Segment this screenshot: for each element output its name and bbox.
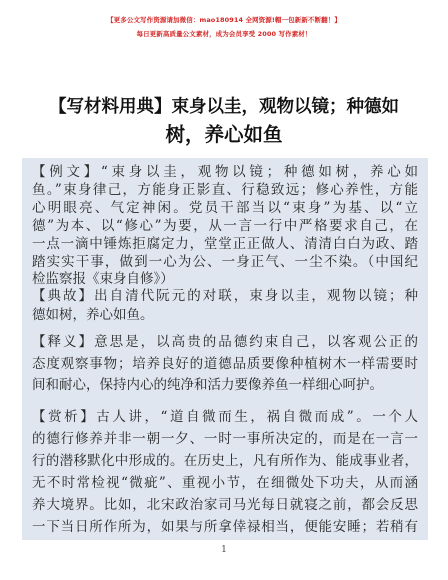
example-line: 踏实实干事，做到一心为公、一身正气、一尘不染。（中国纪	[32, 254, 418, 270]
example-line: 德”为本、以“修心”为要，从一言一行中严格要求自己，在	[32, 218, 418, 234]
meaning-line: 间和耐心，保持内心的纯净和活力要像养鱼一样细心呵护。	[32, 377, 383, 393]
example-line: 一点一滴中锤炼拒腐定力，堂堂正正做人、清清白白为政、踏	[32, 236, 418, 252]
meaning-line: 【释义】意思是，以高贵的品德约束自己，以客观公正的	[32, 334, 418, 350]
example-line: 检监察报《束身自修》）	[32, 271, 174, 287]
appreciation-line: 一下当日所作所为，如果与所拿倖禄相当，便能安睡；若稍有	[32, 519, 418, 535]
appreciation-line: 的德行修养并非一朝一夕、一时一事所决定的，而是在一言一	[32, 431, 418, 447]
example-line: 【例文】“束身以圭，观物以镜；种德如树，养心如	[32, 164, 418, 180]
appreciation-line: 【赏析】古人讲，“道自微而生，祸自微而成”。一个人	[32, 409, 418, 425]
allusion-line: 德如树，养心如鱼。	[32, 307, 154, 323]
appreciation-line: 养大境界。比如，北宋政治家司马光每日就寝之前，都会反思	[32, 497, 418, 513]
document-title-line-1: 【写材料用典】束身以圭，观物以镜；种德如	[49, 97, 399, 117]
allusion-line: 【典故】出自清代阮元的对联，束身以圭，观物以镜；种	[32, 288, 418, 304]
promo-banner-line-1: 【更多公文写作资源请加微信：mao180914 全网资源!帽一包新新不断翻！】	[107, 16, 341, 24]
meaning-line: 态度观察事物；培养良好的道德品质要像种植树木一样需要时	[32, 356, 418, 372]
appreciation-line: 无不时常检视“微疵”、重视小节，在细微处下功夫，从而涵	[32, 475, 418, 491]
promo-banner-line-2: 每日更新高质量公文素材，成为会员享受 2000 写作素材！	[136, 30, 312, 38]
page-number: 1	[221, 545, 227, 555]
appreciation-line: 行的潜移默化中形成的。在历史上，凡有所作为、能成事业者，	[32, 453, 418, 469]
document-title-line-2: 树，养心如鱼	[165, 123, 283, 146]
example-line: 鱼。”束身律己，方能身正影直、行稳致远；修心养性，方能	[32, 182, 418, 198]
example-line: 心明眼亮、气定神闲。党员干部当以“束身”为基、以“立	[32, 200, 418, 216]
